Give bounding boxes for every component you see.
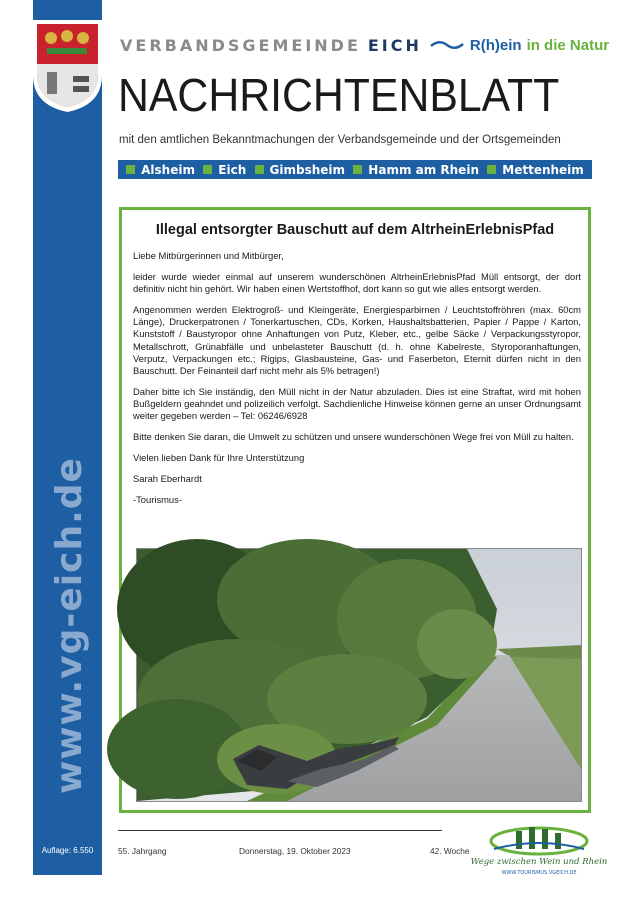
footer-date: Donnerstag, 19. Oktober 2023 — [239, 846, 351, 856]
village-item: Eich — [203, 163, 246, 177]
article-closing: Vielen lieben Dank für Ihre Unterstützung — [133, 452, 305, 464]
wave-icon — [430, 39, 464, 51]
village-item: Alsheim — [126, 163, 195, 177]
logo-slogan: Wege zwischen Wein und Rhein — [470, 857, 608, 867]
vg-name: EICH — [367, 35, 422, 55]
vertical-website-url: www.vg-eich.de — [48, 456, 90, 794]
village-item: Gimbsheim — [255, 163, 346, 177]
article-paragraph: Angenommen werden Elektrogroß- und Kleingeräte, Energiesparbirnen / Leuchtstoffröhren (max. 60cm Länge), Druckerpatronen / Tonerkartuschen, CDs, Korken, Haushaltsbatterien, Papier / Pappe / Karton, Kunststoff / Baustyropor ohne Anhaftungen von Putz, Kleber, etc., gelbe Säcke / Verpackungsstyropor, Metallschrott, Grünabfälle und unbelasteter Bauschutt (d. h. ohne Kabelreste, Styroporanhaftungen, Verputz, Verpackungen etc.; Rigips, Glasbausteine, Gas- und Faserbeton, Eternit dürfen nicht in den Bauschutt. Der Feinanteil darf nicht mehr als 5% betragen!) — [133, 304, 581, 376]
article-paragraph: leider wurde wieder einmal auf unserem wunderschönen AltrheinErlebnisPfad Müll entsorgt, der dort definitiv nicht hin gehört. Wir haben einen Wertstoffhof, dort kann so gut wie alles entsorgt werden. — [133, 271, 581, 295]
bullet-square-icon — [126, 165, 135, 174]
logo-url: WWW.TOURISMUS.VGEICH.DE — [501, 870, 577, 876]
tagline-rhein: R(h)ein — [469, 36, 522, 54]
village-item: Mettenheim — [487, 163, 584, 177]
article-title: Illegal entsorgter Bauschutt auf dem AltrheinErlebnisPfad — [155, 222, 555, 238]
article-paragraph: Bitte denken Sie daran, die Umwelt zu schützen und unsere wunderschönen Wege frei von Müll zu halten. — [133, 431, 574, 443]
tagline-natur: in die Natur — [526, 36, 610, 54]
vg-prefix: VERBANDSGEMEINDE — [120, 35, 361, 55]
footer-week: 42. Woche — [430, 846, 470, 856]
village-item: Hamm am Rhein — [353, 163, 479, 177]
article-paragraph: Daher bitte ich Sie inständig, den Müll nicht in der Natur abzuladen. Dies ist eine Straftat, wird mit hohen Bußgeldern geahndet und polizeilich verfolgt. Sachdienliche Hinweise können gerne an unser Ordnungsamt weiter gegeben werden – Tel: 06246/6928 — [133, 385, 581, 422]
coat-of-arms-icon — [33, 20, 102, 112]
header-brand-line — [120, 34, 609, 56]
print-run-label: Auflage: 6.550 — [41, 846, 94, 855]
page-subtitle: mit den amtlichen Bekanntmachungen der Verbandsgemeinde und der Ortsgemeinden — [119, 134, 561, 146]
page-title: NACHRICHTENBLATT — [118, 69, 560, 121]
dumped-rubble-photo — [136, 548, 582, 802]
wine-rhine-logo — [470, 823, 608, 878]
footer-volume: 55. Jahrgang — [118, 846, 167, 856]
bullet-square-icon — [255, 165, 264, 174]
article-author: Sarah Eberhardt — [133, 473, 202, 485]
village-bar — [118, 160, 592, 179]
article-greeting: Liebe Mitbürgerinnen und Mitbürger, — [133, 250, 284, 261]
bullet-square-icon — [487, 165, 496, 174]
bullet-square-icon — [353, 165, 362, 174]
article-department: -Tourismus- — [133, 494, 182, 506]
article-box — [119, 207, 591, 813]
article-body — [133, 250, 581, 516]
bullet-square-icon — [203, 165, 212, 174]
footer-divider — [118, 830, 442, 831]
